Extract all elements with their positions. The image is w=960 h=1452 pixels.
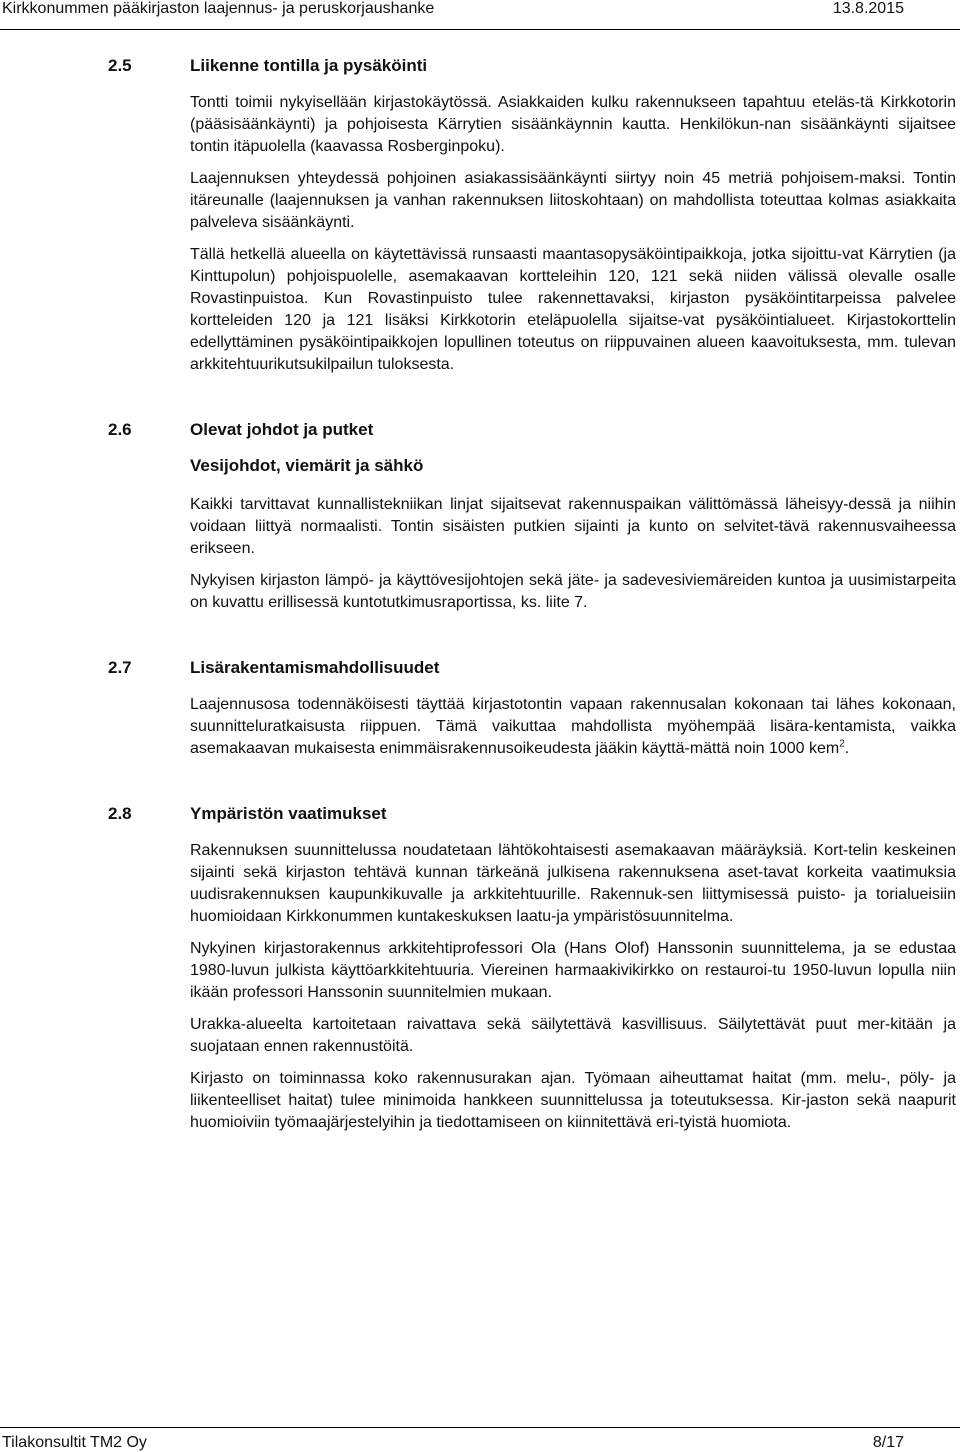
section-2-5 bbox=[0, 56, 960, 376]
section-title: Liikenne tontilla ja pysäköinti bbox=[190, 56, 428, 75]
page-footer bbox=[0, 1427, 960, 1451]
document-title: Kirkkonummen pääkirjaston laajennus- ja peruskorjaushanke bbox=[2, 0, 435, 17]
section-number: 2.8 bbox=[108, 804, 132, 823]
section-title: Olevat johdot ja putket bbox=[190, 420, 374, 439]
page-header bbox=[0, 0, 960, 30]
section-2-8 bbox=[0, 804, 960, 1134]
paragraph-end: . bbox=[844, 740, 850, 757]
section-title: Lisärakentamismahdollisuudet bbox=[190, 658, 440, 677]
page-number: 8/17 bbox=[872, 1434, 904, 1451]
superscript: 2 bbox=[839, 738, 845, 750]
paragraph bbox=[190, 694, 956, 760]
section-title: Ympäristön vaatimukset bbox=[190, 804, 387, 823]
paragraph: Tontti toimii nykyisellään kirjastokäytössä. Asiakkaiden kulku rakennukseen tapahtuu eteläs-tä Kirkkotorin (pääsisäänkäynti) ja pohjoisesta Kärrytien sisäänkäynnin kautta. Henkilökun-nan sisäänkäynti sijaitsee tontin itäpuolella (kaavassa Rosberginpoku). bbox=[190, 94, 956, 155]
section-heading bbox=[0, 658, 960, 682]
paragraph: Laajennuksen yhteydessä pohjoinen asiakassisäänkäynti siirtyy noin 45 metriä pohjoisem-maksi. Tontin itäreunalle (laajennuksen ja vanhan rakennuksen liitoskohtaan) on mahdollista toteuttaa kolmas asiakkaita palveleva sisäänkäynti. bbox=[190, 170, 956, 231]
section-2-7 bbox=[0, 658, 960, 760]
section-heading bbox=[0, 804, 960, 828]
paragraph: Kirjasto on toiminnassa koko rakennusurakan ajan. Työmaan aiheuttamat haitat (mm. melu-, pöly- ja liikenteelliset haitat) tulee minimoida hankkeen suunnittelussa ja toteutuksessa. Kir-jaston sekä naapurit huomioiviin työmaajärjestelyihin ja tiedottamiseen on kiinnitettävä eri-tyistä huomiota. bbox=[190, 1070, 956, 1131]
paragraph-text: Laajennusosa todennäköisesti täyttää kirjastotontin vapaan rakennusalan kokonaan tai lähes kokonaan, suunnitteluratkaisusta riippuen. Tämä vaikuttaa mahdollista myöhempää lisära-kentamista, vaikka asemakaavan mukaisesta enimmäisrakennusoikeudesta jääkin käyttä-mättä noin 1000 kem bbox=[190, 696, 956, 757]
section-2-6 bbox=[0, 420, 960, 614]
paragraph: Kaikki tarvittavat kunnallistekniikan linjat sijaitsevat rakennuspaikan välittömässä läheisyy-dessä ja niihin voidaan liittyä normaalisti. Tontin sisäisten putkien sijainti ja kunto on selvitet-tävä rakennusvaiheessa erikseen. bbox=[190, 496, 956, 557]
section-number: 2.5 bbox=[108, 56, 132, 75]
section-number: 2.6 bbox=[108, 420, 132, 439]
paragraph: Nykyisen kirjaston lämpö- ja käyttövesijohtojen sekä jäte- ja sadevesiviemäreiden kuntoa ja uusimistarpeita on kuvattu erillisessä kuntotutkimusraportissa, ks. liite 7. bbox=[190, 572, 956, 611]
footer-company: Tilakonsultit TM2 Oy bbox=[2, 1434, 147, 1451]
paragraph: Tällä hetkellä alueella on käytettävissä runsaasti maantasopysäköintipaikkoja, jotka sijoittu-vat Kärrytien (ja Kinttupolun) pohjoispuolelle, asemakaavan kortteleihin 120, 121 sekä niiden välissä olevalle osalle Rovastinpuistoa. Kun Rovastinpuisto tulee rakennettavaksi, kirjaston pysäköintitarpeissa palvelee kortteleiden 120 ja 121 lisäksi Kirkkotorin eteläpuolella sijaitse-vat pysäköintialueet. Kirjastokorttelin edellyttäminen pysäköintipaikkojen lopullinen toteutus on riippuvainen alueen kaavoituksesta, mm. tulevan arkkitehtuurikutsukilpailun tuloksesta. bbox=[190, 246, 956, 373]
paragraph: Urakka-alueelta kartoitetaan raivattava sekä säilytettävä kasvillisuus. Säilytettävät puut mer-kitään ja suojataan ennen rakennustöitä. bbox=[190, 1016, 956, 1055]
document-date: 13.8.2015 bbox=[832, 0, 904, 17]
document-body bbox=[0, 56, 960, 1144]
section-heading bbox=[0, 56, 960, 80]
subheading: Vesijohdot, viemärit ja sähkö bbox=[190, 456, 424, 475]
paragraph: Nykyinen kirjastorakennus arkkitehtiprofessori Ola (Hans Olof) Hanssonin suunnittelema, ja se edustaa 1980-luvun julkista käyttöarkkitehtuuria. Viereinen harmaakivikirkko on restauroi-tu 1950-luvun lopulla niin ikään professori Hanssonin suunnitelmien mukaan. bbox=[190, 940, 956, 1001]
paragraph: Rakennuksen suunnittelussa noudatetaan lähtökohtaisesti asemakaavan määräyksiä. Kort-telin keskeinen sijainti sekä kirjaston tehtävä kunnan tärkeänä julkisena rakennuksena aset-tavat korkeita vaatimuksia uudisrakennuksen kaupunkikuvalle ja arkkitehtuurille. Rakennuk-sen liittymisessä puisto- ja torialueisiin huomioidaan Kirkkonummen kuntakeskuksen laatu-ja ympäristösuunnitelma. bbox=[190, 842, 956, 925]
section-heading bbox=[0, 420, 960, 444]
section-number: 2.7 bbox=[108, 658, 132, 677]
